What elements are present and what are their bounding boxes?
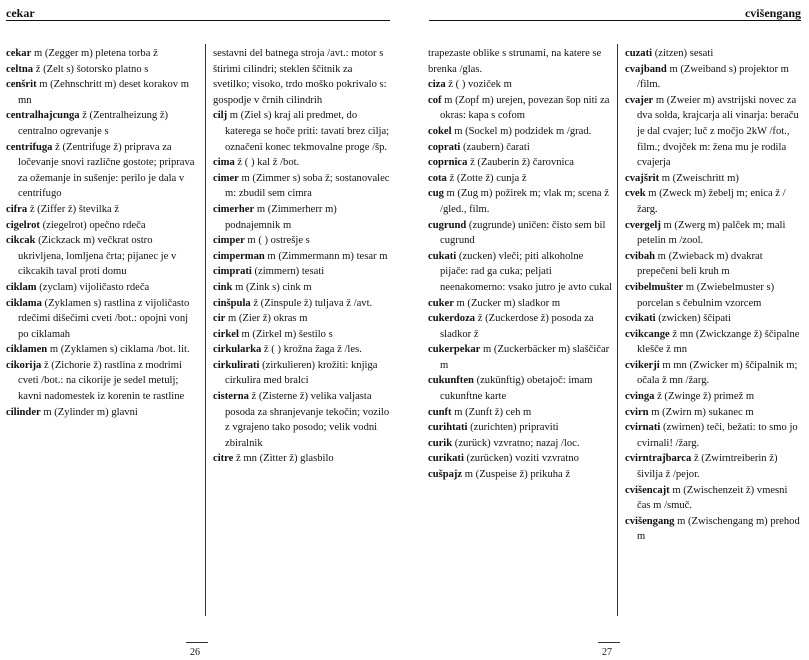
dictionary-entry <box>428 46 613 77</box>
dictionary-entry <box>428 155 613 171</box>
dictionary-entry <box>625 46 802 62</box>
entry-definition: (zurück) vzvratno; nazaj /loc. <box>452 437 580 449</box>
entry-headword: cimerher <box>213 203 255 215</box>
column-divider-left-page <box>205 44 206 616</box>
footer-rule-right <box>598 642 620 643</box>
dictionary-entry <box>428 77 613 93</box>
dictionary-entry <box>213 296 391 312</box>
entry-definition: m (Zweck m) žebelj m; enica ž /žarg. <box>637 188 786 215</box>
entry-headword: cukerdoza <box>428 313 476 325</box>
dictionary-entry <box>428 218 613 249</box>
page-number-left: 26 <box>190 647 200 658</box>
dictionary-entry <box>625 389 802 405</box>
entry-headword: citre <box>213 453 234 465</box>
entry-headword: cokel <box>428 125 452 137</box>
entry-definition: m (Zug m) požirek m; vlak m; scena ž /gled., film. <box>440 188 609 215</box>
entry-headword: cima <box>213 157 235 169</box>
dictionary-entry <box>428 405 613 421</box>
entry-definition: sestavni del batnega stroja /avt.: motor s štirimi cilindri; steklen ščitnik za svetilko; visoko, trdo moško pokrivalo s: gospodje v črnih cilindrih <box>213 48 387 106</box>
entry-definition: ž (Zuckerdose ž) posoda za sladkor ž <box>440 313 594 340</box>
entry-headword: cimperman <box>213 250 265 262</box>
entry-headword: cvirntrajbarca <box>625 453 692 465</box>
entry-headword: cekar <box>6 48 32 59</box>
entry-headword: cvergelj <box>625 219 661 231</box>
dictionary-entry <box>6 77 196 108</box>
entry-headword: cirkulirati <box>213 359 260 371</box>
entry-headword: curik <box>428 437 453 449</box>
dictionary-entry <box>625 249 802 280</box>
dictionary-entry <box>428 436 613 452</box>
footer-rule-left <box>186 642 208 643</box>
entry-headword: cifra <box>6 203 28 215</box>
entry-definition: ž ( ) voziček m <box>445 79 512 91</box>
dictionary-column-2 <box>213 46 391 467</box>
entry-definition: m ( ) ostrešje s <box>244 235 310 247</box>
dictionary-entry <box>428 451 613 467</box>
entry-definition: ž (Zwinge ž) primež m <box>654 391 755 403</box>
dictionary-entry <box>625 405 802 421</box>
entry-headword: cvinga <box>625 391 655 403</box>
entry-headword: cilj <box>213 110 228 122</box>
entry-headword: cimprati <box>213 266 252 278</box>
dictionary-entry <box>6 280 196 296</box>
dictionary-entry <box>428 140 613 156</box>
entry-headword: coprnica <box>428 157 468 169</box>
dictionary-entry <box>213 358 391 389</box>
entry-definition: (zurücken) voziti vzvratno <box>463 453 579 465</box>
entry-definition: (zirkulieren) krožiti: knjiga cirkulira med bralci <box>225 359 378 387</box>
running-header-right: cvišengang <box>744 6 801 20</box>
entry-headword: ciklam <box>6 281 37 293</box>
entry-definition: m (Zirkel m) šestilo s <box>238 328 333 340</box>
dictionary-column-4 <box>625 46 802 545</box>
entry-definition: (zaubern) čarati <box>460 141 530 153</box>
dictionary-entry <box>625 171 802 187</box>
entry-definition: trapezaste oblike s strunami, na katere se brenka /glas. <box>428 48 602 75</box>
entry-headword: cukati <box>428 250 457 262</box>
dictionary-entry <box>213 171 391 202</box>
dictionary-entry <box>428 93 613 124</box>
entry-headword: cof <box>428 94 442 106</box>
entry-definition: m (Zyklamen s) ciklama /bot. lit. <box>47 344 190 356</box>
entry-headword: cvibah <box>625 250 656 262</box>
dictionary-entry <box>428 467 613 483</box>
entry-headword: cikcak <box>6 235 36 247</box>
entry-definition: (zwirnen) teči, bežati: to smo jo cvirnali! /žarg. <box>637 422 798 449</box>
entry-definition: m (Zweier m) avstrijski novec za dva solda, krajcarja ali vinarja: beraču je dal cvajer; luč z močjo 2kW /fot., film.; dvojček m: žena mu je rodila cvajerja <box>637 94 799 169</box>
entry-definition: (Zyklamen s) rastlina z vijoličasto rdečimi dišečimi cveti /bot.: opojni vonj po ciklamah <box>18 297 190 340</box>
dictionary-entry <box>6 342 196 358</box>
entry-definition: ž ( ) krožna žaga ž /les. <box>261 344 362 356</box>
dictionary-entry <box>213 202 391 233</box>
dictionary-entry <box>625 420 802 451</box>
dictionary-entry <box>428 249 613 296</box>
entry-headword: ciklama <box>6 297 42 309</box>
dictionary-entry <box>625 311 802 327</box>
entry-definition: m (Zwieback m) dvakrat prepečeni beli kruh m <box>637 250 763 278</box>
entry-definition: ž (Zentralheizung ž) centralno ogrevanje s <box>18 110 169 137</box>
entry-headword: cilinder <box>6 406 41 418</box>
entry-headword: cvajband <box>625 63 667 75</box>
entry-headword: cvek <box>625 188 646 200</box>
dictionary-entry <box>428 342 613 373</box>
entry-definition: m (Zink s) cink m <box>232 281 312 293</box>
entry-headword: cvikati <box>625 313 656 325</box>
dictionary-entry <box>428 171 613 187</box>
dictionary-entry <box>428 420 613 436</box>
entry-definition: m (Zimmermann m) tesar m <box>264 250 388 262</box>
entry-headword: cug <box>428 188 444 200</box>
entry-headword: cisterna <box>213 391 249 403</box>
entry-definition: ž (Zotte ž) cunja ž <box>446 172 527 184</box>
dictionary-entry <box>6 202 196 218</box>
dictionary-entry <box>213 249 391 265</box>
dictionary-entry <box>6 46 196 62</box>
entry-definition: (zimmern) tesati <box>251 266 325 278</box>
dictionary-entry <box>213 389 391 451</box>
entry-headword: cvibelmušter <box>625 281 684 293</box>
entry-definition: ž (Zauberin ž) čarovnica <box>467 157 574 169</box>
entry-definition: m (Zegger m) pletena torba ž <box>31 48 158 59</box>
dictionary-entry <box>625 62 802 93</box>
entry-headword: cvikcange <box>625 328 670 340</box>
dictionary-entry <box>6 358 196 405</box>
entry-definition: m (Ziel s) kraj ali predmet, do katerega se hoče priti: tavati brez cilja; označeni konec tekmovalne proge /šp. <box>225 110 390 153</box>
dictionary-entry <box>213 311 391 327</box>
entry-definition: m (Zwirn m) sukanec m <box>648 406 754 418</box>
entry-definition: ž (Zichorie ž) rastlina z modrimi cveti /bot.: na cikorije je sedel metulj; kavni nadomestek iz korenin te rastline <box>18 359 185 403</box>
entry-definition: ž (Ziffer ž) številka ž <box>27 203 120 215</box>
dictionary-entry <box>428 186 613 217</box>
entry-definition: m (Zylinder m) glavni <box>40 406 138 418</box>
entry-definition: m (Zwischengang m) prehod m <box>637 515 800 543</box>
entry-definition: (zyclam) vijoličasto rdeča <box>36 281 150 293</box>
entry-headword: cvajer <box>625 94 654 106</box>
dictionary-entry <box>625 451 802 482</box>
entry-headword: curihtati <box>428 422 468 434</box>
entry-headword: cvišencajt <box>625 484 670 496</box>
entry-definition: (zukünftig) obetajoč: imam cukunftne karte <box>440 375 593 403</box>
column-divider-right-page <box>617 44 618 616</box>
entry-headword: cukunften <box>428 375 474 387</box>
dictionary-entry <box>213 264 391 280</box>
entry-headword: cvikerji <box>625 359 660 371</box>
entry-headword: centrifuga <box>6 141 53 153</box>
header-rule-left <box>6 20 390 21</box>
entry-headword: cvirnati <box>625 422 661 434</box>
entry-headword: cenšrit <box>6 79 37 91</box>
entry-definition: ž mn (Zwickzange ž) ščipalne klešče ž mn <box>637 328 800 356</box>
entry-definition: m (Zucker m) sladkor m <box>453 297 561 309</box>
entry-definition: m (Zimmer s) soba ž; sostanovalec m: zbudil sem cimra <box>225 172 390 200</box>
entry-headword: curikati <box>428 453 464 465</box>
entry-headword: cinšpula <box>213 297 251 309</box>
entry-definition: ž (Zelt s) šotorsko platno s <box>33 63 149 75</box>
entry-headword: coprati <box>428 141 461 153</box>
entry-headword: cikorija <box>6 359 42 371</box>
dictionary-column-1 <box>6 46 196 420</box>
dictionary-entry <box>213 233 391 249</box>
dictionary-entry <box>428 311 613 342</box>
dictionary-entry <box>6 218 196 234</box>
entry-definition: m mn (Zwicker m) ščipalnik m; očala ž mn /žarg. <box>637 359 798 387</box>
entry-definition: (zugrunde) uničen: čisto sem bil cugrund <box>440 219 606 247</box>
entry-definition: m (Zopf m) urejen, povezan šop niti za okras: kapa s cofom <box>440 94 610 122</box>
dictionary-entry <box>6 233 196 280</box>
dictionary-entry <box>213 280 391 296</box>
entry-headword: ciklamen <box>6 344 48 356</box>
entry-headword: celtna <box>6 63 34 75</box>
dictionary-entry <box>6 296 196 343</box>
entry-headword: cir <box>213 313 226 325</box>
entry-headword: cimer <box>213 172 239 184</box>
entry-definition: m (Sockel m) podzidek m /grad. <box>451 125 592 137</box>
dictionary-entry <box>625 218 802 249</box>
entry-definition: m (Zuspeise ž) prikuha ž <box>462 469 571 481</box>
dictionary-entry <box>213 108 391 155</box>
entry-definition: ž (Zentrifuge ž) priprava za ločevanje snovi različne gostote; priprava za ožemanje in sušenje: perilo je dala v centrifugo <box>18 141 195 200</box>
dictionary-entry <box>6 108 196 139</box>
dictionary-entry <box>625 327 802 358</box>
entry-definition: ž (Zisterne ž) velika valjasta posoda za shranjevanje tekočin; vozilo z vgrajeno tako posodo; velik vodni zbiralnik <box>225 391 390 449</box>
entry-headword: centralhajcunga <box>6 110 80 122</box>
dictionary-entry <box>428 296 613 312</box>
entry-definition: m (Zuckerbäcker m) slaščičar m <box>440 344 610 371</box>
dictionary-entry <box>6 405 196 421</box>
dictionary-entry <box>213 342 391 358</box>
entry-definition: (zwicken) ščipati <box>655 313 731 325</box>
entry-headword: cugrund <box>428 219 467 231</box>
running-header-left: cekar <box>6 6 35 20</box>
page-number-right: 27 <box>602 647 612 658</box>
dictionary-entry <box>625 186 802 217</box>
entry-definition: m (Zwerg m) palček m; mali petelin m /zool. <box>637 219 786 247</box>
entry-headword: cušpajz <box>428 469 463 481</box>
entry-definition: m (Zehnschritt m) deset korakov m mn <box>18 79 189 106</box>
entry-headword: cirkularka <box>213 344 262 356</box>
entry-definition: m (Zweischritt m) <box>659 172 739 184</box>
entry-definition: ž (Zwirntreiberin ž) šivilja ž /pejor. <box>637 453 778 481</box>
entry-definition: ž ( ) kal ž /bot. <box>234 157 300 169</box>
entry-headword: cvirn <box>625 406 649 418</box>
entry-definition: m (Zwiebelmuster s) porcelan s čebulnim vzorcem <box>637 281 775 309</box>
entry-headword: cvajšrit <box>625 172 660 184</box>
entry-definition: (ziegelrot) opečno rdeča <box>39 219 146 231</box>
entry-definition: m (Zweiband s) projektor m /film. <box>637 63 789 91</box>
dictionary-entry <box>213 451 391 467</box>
dictionary-entry <box>625 483 802 514</box>
entry-headword: cunft <box>428 406 452 418</box>
entry-headword: cuker <box>428 297 454 309</box>
dictionary-entry <box>6 62 196 78</box>
entry-headword: cigelrot <box>6 219 40 231</box>
dictionary-entry <box>625 280 802 311</box>
dictionary-entry <box>625 358 802 389</box>
entry-headword: cink <box>213 281 233 293</box>
entry-headword: ciza <box>428 79 446 91</box>
entry-headword: cukerpekar <box>428 344 481 356</box>
dictionary-entry <box>625 93 802 171</box>
header-rule-right <box>429 20 801 21</box>
dictionary-entry <box>428 124 613 140</box>
entry-definition: (Zickzack m) večkrat ostro ukrivljena, lomljena črta; pijanec je v cikcakih taval proti domu <box>18 235 177 278</box>
entry-definition: (zurichten) pripraviti <box>467 422 559 434</box>
entry-definition: ž mn (Zitter ž) glasbilo <box>233 453 334 465</box>
entry-definition: m (Zier ž) okras m <box>225 313 308 325</box>
entry-definition: m (Zimmerherr m) podnajemnik m <box>225 203 337 231</box>
entry-definition: m (Zwischenzeit ž) vmesni čas m /smuč. <box>637 484 788 512</box>
dictionary-entry <box>6 140 196 202</box>
entry-headword: cvišengang <box>625 515 675 527</box>
dictionary-entry <box>213 46 391 108</box>
entry-definition: (zucken) vleči; piti alkoholne pijače: rad ga cuka; peljati neenakomerno: vsako jutro je avto cukal <box>440 250 613 293</box>
entry-headword: cirkel <box>213 328 239 340</box>
entry-definition: ž (Zinspule ž) tuljava ž /avt. <box>250 297 373 309</box>
entry-definition: (zitzen) sesati <box>652 48 714 59</box>
entry-headword: cimper <box>213 235 245 247</box>
dictionary-entry <box>625 514 802 545</box>
dictionary-entry <box>428 373 613 404</box>
entry-headword: cuzati <box>625 48 653 59</box>
entry-headword: cota <box>428 172 447 184</box>
dictionary-entry <box>213 327 391 343</box>
dictionary-entry <box>213 155 391 171</box>
dictionary-column-3 <box>428 46 613 483</box>
entry-definition: m (Zunft ž) ceh m <box>451 406 532 418</box>
